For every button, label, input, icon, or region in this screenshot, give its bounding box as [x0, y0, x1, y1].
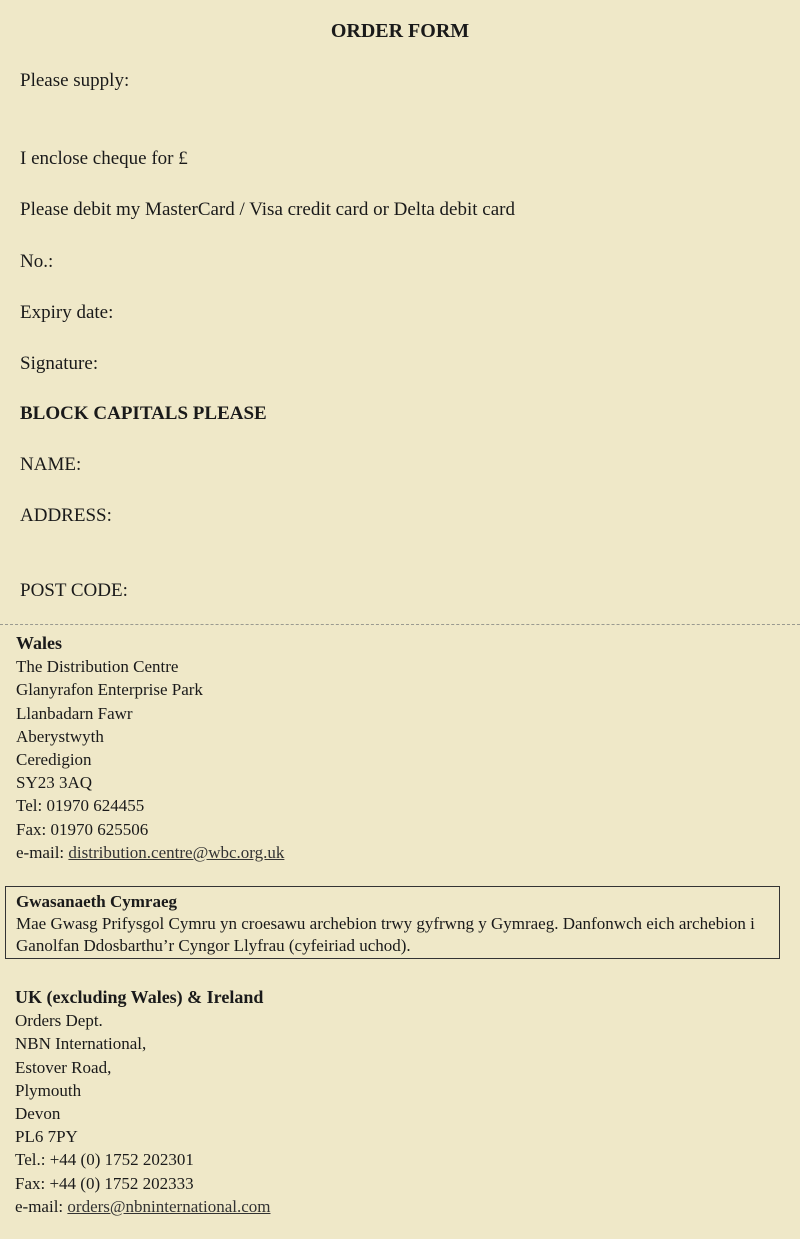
uk-address-line: Estover Road,: [15, 1057, 112, 1077]
uk-address-line: Plymouth: [15, 1080, 82, 1100]
name-label: NAME:: [20, 454, 82, 475]
card-debit-label: Please debit my MasterCard / Visa credit card or Delta debit card: [20, 199, 515, 220]
wales-tel: Tel: 01970 624455: [16, 796, 145, 816]
wales-fax: Fax: 01970 625506: [16, 819, 149, 839]
cheque-label: I enclose cheque for £: [20, 148, 188, 169]
uk-address-line: NBN International,: [15, 1034, 147, 1054]
uk-email-link[interactable]: orders@nbninternational.com: [67, 1196, 271, 1216]
postcode-label: POST CODE:: [20, 580, 128, 601]
uk-heading: UK (excluding Wales) & Ireland: [15, 987, 264, 1007]
welsh-service-heading: Gwasanaeth Cymraeg: [16, 892, 178, 911]
wales-address-line: Ceredigion: [16, 750, 92, 770]
card-number-label: No.:: [20, 251, 54, 272]
wales-address-line: The Distribution Centre: [16, 657, 179, 677]
wales-address-line: Aberystwyth: [16, 726, 104, 746]
section-divider: [0, 624, 800, 625]
uk-address-line: Orders Dept.: [15, 1011, 103, 1031]
signature-label: Signature:: [20, 353, 99, 374]
address-label: ADDRESS:: [20, 505, 112, 526]
uk-tel: Tel.: +44 (0) 1752 202301: [15, 1150, 194, 1170]
wales-address-line: Llanbadarn Fawr: [16, 703, 133, 723]
uk-address-block: [15, 986, 270, 1218]
welsh-service-text: Mae Gwasg Prifysgol Cymru yn croesawu archebion trwy gyfrwng y Gymraeg. Danfonwch eich archebion i Ganolfan Ddosbarthu’r Cyngor Llyfrau (cyfeiriad uchod).: [16, 914, 755, 955]
uk-fax: Fax: +44 (0) 1752 202333: [15, 1173, 194, 1193]
wales-address-line: SY23 3AQ: [16, 773, 93, 793]
page-title: ORDER FORM: [330, 20, 470, 42]
block-capitals-heading: BLOCK CAPITALS PLEASE: [20, 403, 267, 424]
wales-email-row: [16, 841, 284, 864]
supply-label: Please supply:: [20, 70, 130, 91]
welsh-service-box: [5, 886, 780, 959]
uk-email-label: e-mail:: [15, 1196, 68, 1216]
wales-heading: Wales: [16, 633, 63, 653]
wales-email-link[interactable]: distribution.centre@wbc.org.uk: [68, 842, 285, 862]
uk-address-line: Devon: [15, 1104, 61, 1124]
uk-address-line: PL6 7PY: [15, 1127, 78, 1147]
wales-address-line: Glanyrafon Enterprise Park: [16, 680, 203, 700]
expiry-date-label: Expiry date:: [20, 302, 114, 323]
uk-email-row: [15, 1195, 270, 1218]
wales-email-label: e-mail:: [16, 842, 69, 862]
wales-address-block: [16, 632, 284, 864]
